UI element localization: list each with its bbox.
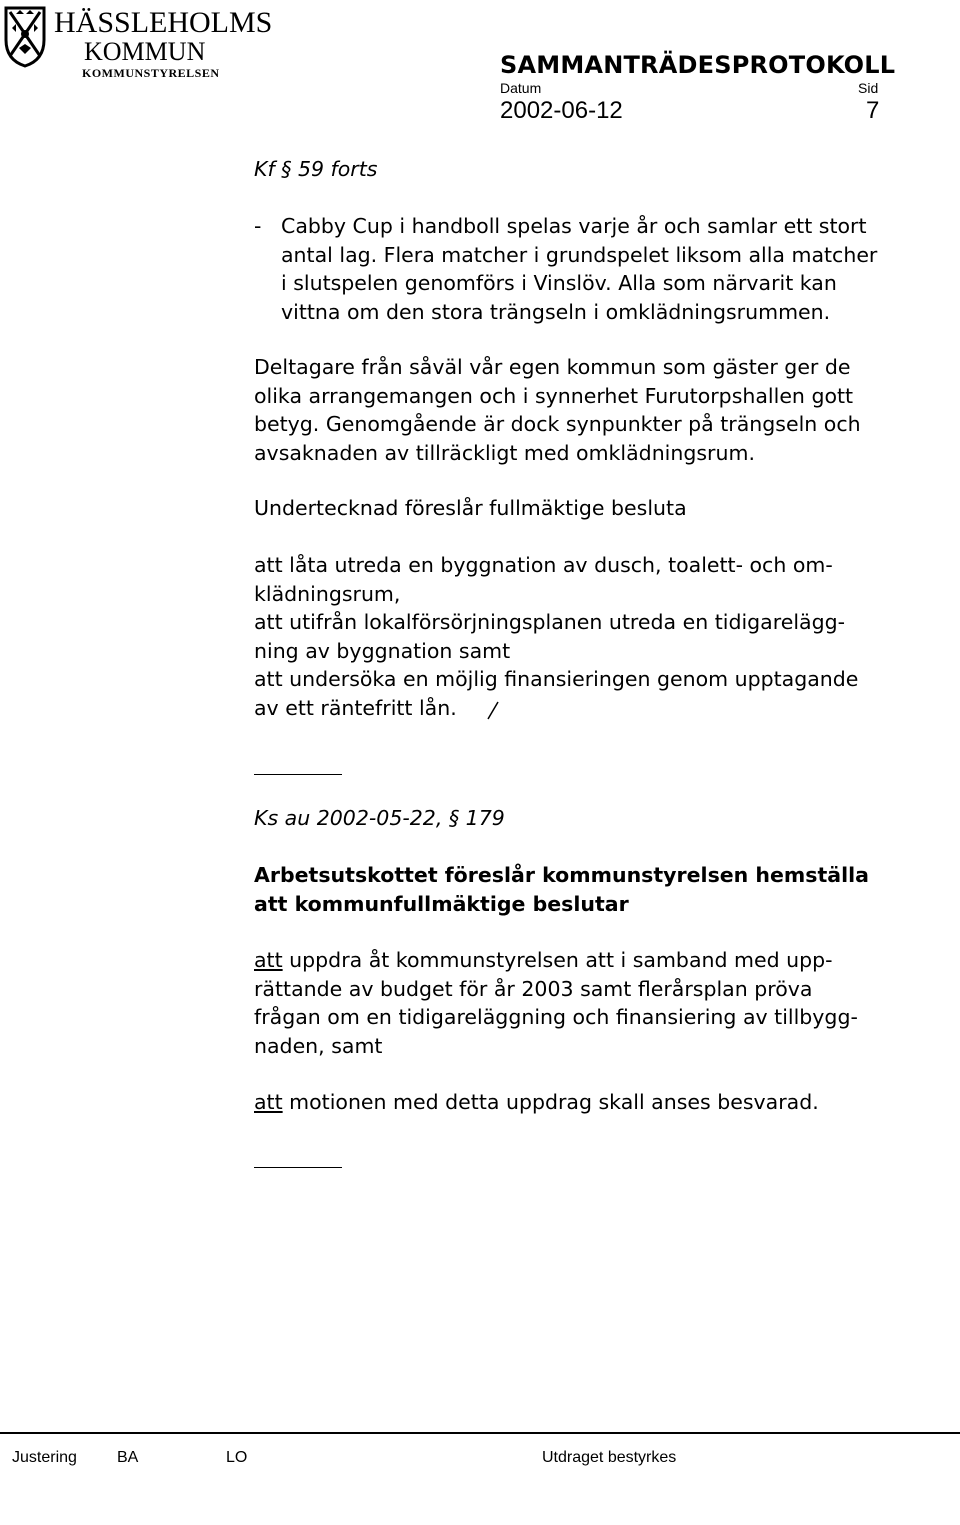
proposal-intro: Undertecknad föreslår fullmäktige besluta [254,496,687,520]
slash-mark-icon [486,700,500,720]
text-line: av ett räntefritt lån. [254,695,457,720]
att-keyword: att [254,948,283,972]
text-line: att låta utreda en byggnation av dusch, toalett- och om- [254,553,833,577]
document-type: SAMMANTRÄDESPROTOKOLL [500,51,896,79]
heading-line: Arbetsutskottet föreslår kommunstyrelsen hemställa [254,863,869,887]
page-number: 7 [866,97,880,124]
text-line: Cabby Cup i handboll spelas varje år och samlar ett stort [281,214,867,238]
text-line: ning av byggnation samt [254,638,511,663]
text-line: olika arrangemangen och i synnerhet Furutorpshallen gott [254,383,854,408]
ks-reference: Ks au 2002-05-22, § 179 [254,806,505,830]
decision-text: motionen med detta uppdrag skall anses besvarad. [282,1090,819,1114]
text-line: antal lag. Flera matcher i grundspelet liksom alla matcher [281,242,878,267]
bullet-paragraph [281,212,877,326]
text-line: frågan om en tidigareläggning och finansiering av tillbygg- [254,1005,858,1029]
footer-signature-2: LO [226,1449,248,1466]
footer-justering: Justering [12,1449,77,1466]
decision-text: uppdra åt kommunstyrelsen att i samband med upp- [282,948,833,972]
proposal-list [254,551,858,722]
bullet-marker: - [254,214,262,238]
text-line [254,946,858,975]
text-line: vittna om den stora trängseln i omklädningsrummen. [281,299,831,324]
paragraph [254,353,861,467]
separator-rule [254,1167,342,1168]
text-line: Deltagare från såväl vår egen kommun som gäster ger de [254,355,851,379]
text-line: att undersöka en möjlig finansieringen genom upptagande [254,667,859,691]
page-label: Sid [858,80,879,96]
text-line: naden, samt [254,1033,383,1058]
footer-rule [0,1432,960,1434]
org-subname: KOMMUN [84,37,206,66]
footer-signature-1: BA [117,1449,139,1466]
text-line: avsaknaden av tillräckligt med omklädningsrum. [254,440,755,465]
text-line: i slutspelen genomförs i Vinslöv. Alla som närvarit kan [281,271,837,295]
document-date: 2002-06-12 [500,97,623,124]
decision-2 [254,1088,819,1117]
text-line: rättande av budget för år 2003 samt flerårsplan pröva [254,976,813,1001]
section-reference: Kf § 59 forts [254,157,378,181]
att-keyword: att [254,1090,283,1114]
text-line: att utifrån lokalförsörjningsplanen utreda en tidigarelägg- [254,610,846,634]
text-line: betyg. Genomgående är dock synpunkter på trängseln och [254,412,861,436]
coat-of-arms-icon [2,4,48,68]
separator-rule [254,774,342,775]
heading-line: att kommunfullmäktige beslutar [254,891,629,916]
org-name: HÄSSLEHOLMS [54,6,273,39]
org-board: KOMMUNSTYRELSEN [82,66,220,80]
date-label: Datum [500,80,542,96]
municipality-logo [2,4,273,80]
decision-1 [254,946,858,1060]
footer-certified: Utdraget bestyrkes [542,1449,677,1466]
au-heading [254,861,869,918]
text-line: klädningsrum, [254,581,401,606]
